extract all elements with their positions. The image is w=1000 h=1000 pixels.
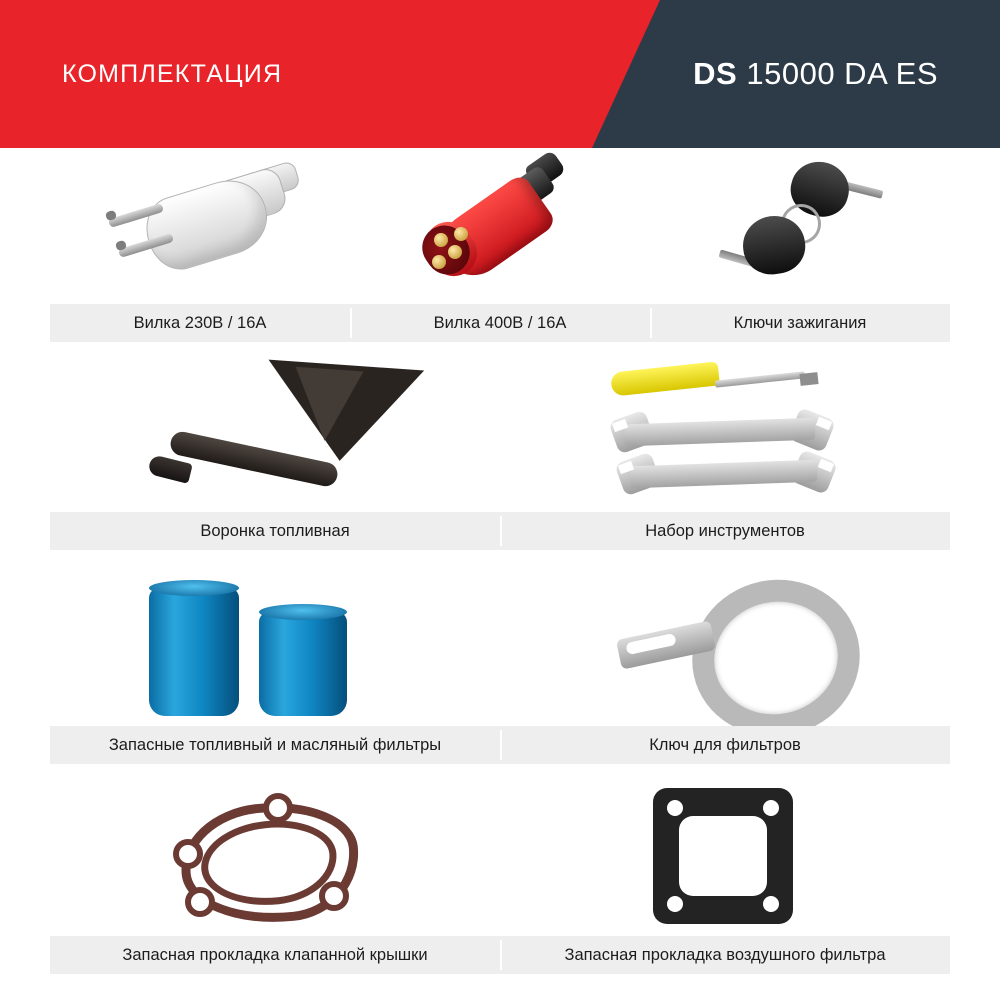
tool-kit-icon — [595, 359, 855, 509]
fuel-funnel-icon — [125, 359, 425, 509]
item-caption: Вилка 400В / 16А — [350, 304, 650, 342]
item-caption: Воронка топливная — [200, 521, 350, 540]
item-cell — [50, 778, 500, 936]
euro-plug-230v-icon — [100, 161, 300, 291]
valve-cover-gasket-icon — [155, 787, 395, 927]
product-model — [693, 56, 938, 92]
product-model-brand: DS — [693, 56, 738, 91]
item-caption: Ключ для фильтров — [500, 726, 950, 764]
item-cell — [500, 564, 950, 726]
page-title: КОМПЛЕКТАЦИЯ — [62, 60, 283, 88]
row-captions — [50, 304, 950, 342]
item-caption: Вилка 230В / 16А — [133, 313, 267, 332]
page-header — [0, 0, 1000, 148]
item-caption: Запасная прокладка воздушного фильтра — [500, 936, 950, 974]
item-cell — [500, 356, 950, 512]
contents-grid — [0, 148, 1000, 1000]
item-caption: Запасная прокладка клапанной крышки — [122, 945, 428, 964]
item-caption: Ключи зажигания — [650, 304, 950, 342]
cee-plug-400v-icon — [410, 151, 590, 301]
contents-row — [0, 564, 1000, 764]
spare-filters-icon — [125, 570, 425, 720]
item-cell — [500, 778, 950, 936]
row-captions — [50, 726, 950, 764]
row-captions — [50, 512, 950, 550]
row-images — [0, 148, 1000, 304]
contents-row — [0, 356, 1000, 550]
row-images — [0, 356, 1000, 512]
item-cell — [50, 564, 500, 726]
contents-row — [0, 778, 1000, 974]
row-images — [0, 778, 1000, 936]
contents-row — [0, 148, 1000, 342]
item-cell — [350, 148, 650, 304]
item-caption: Запасные топливный и масляный фильтры — [108, 735, 442, 754]
item-caption: Набор инструментов — [500, 512, 950, 550]
ignition-keys-icon — [705, 156, 895, 296]
row-images — [0, 564, 1000, 726]
product-model-number: 15000 DA ES — [737, 56, 938, 91]
item-cell — [50, 148, 350, 304]
item-cell — [650, 148, 950, 304]
item-cell — [50, 356, 500, 512]
filter-wrench-icon — [610, 570, 840, 720]
row-captions — [50, 936, 950, 974]
air-filter-gasket-icon — [645, 782, 805, 932]
